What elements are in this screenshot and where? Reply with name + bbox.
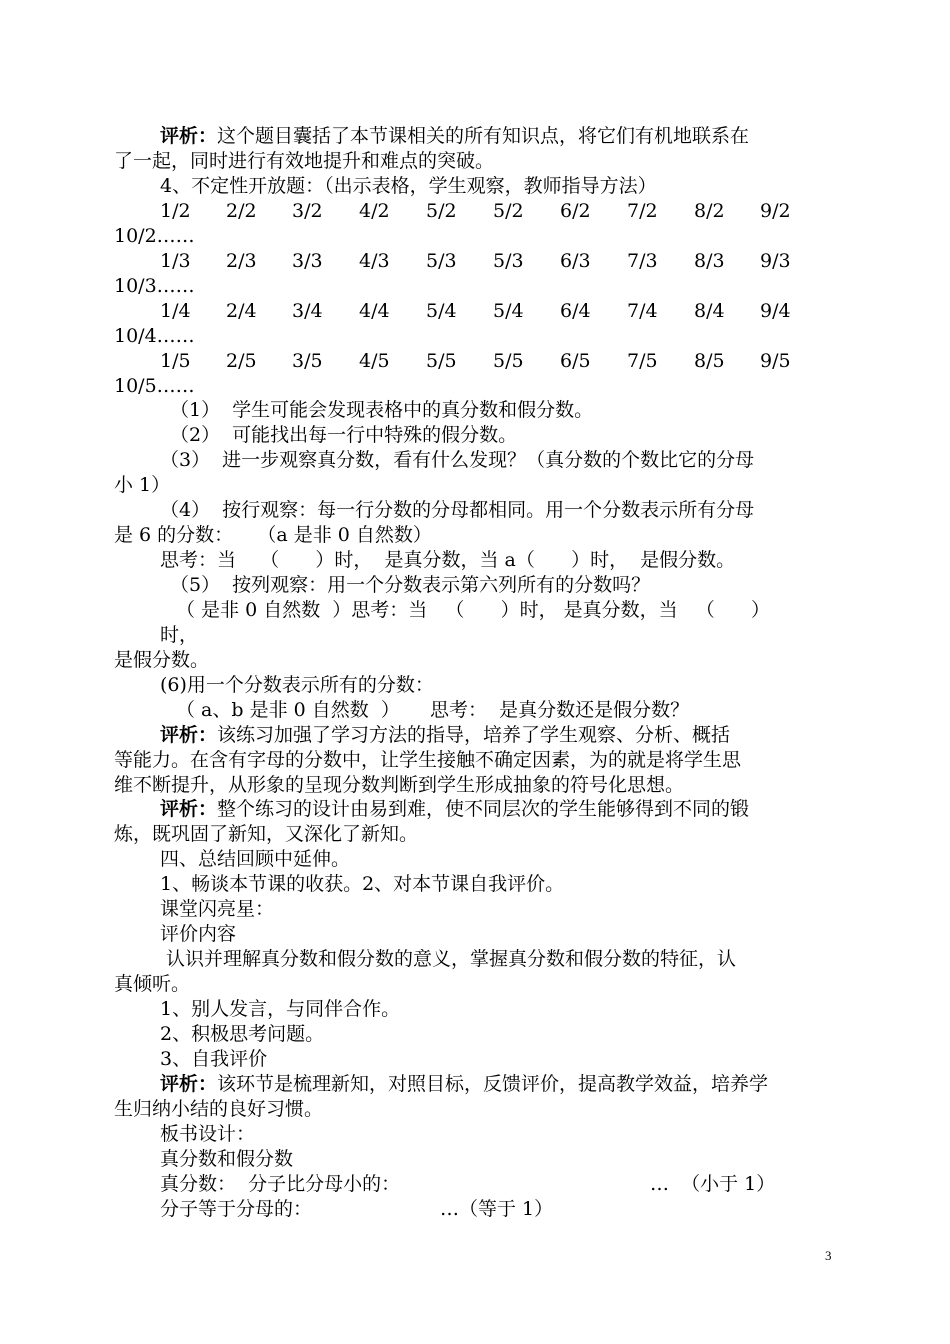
- fraction-row-tail: 10/4……: [114, 325, 195, 347]
- fraction-cell: 9/4: [760, 300, 791, 322]
- fraction-cell: 2/5: [226, 350, 257, 372]
- question-line: 思考：当 （ ）时， 是真分数，当 a（ ）时， 是假分数。: [160, 549, 736, 571]
- question-line: 是假分数。: [114, 649, 210, 671]
- fraction-cell: 5/3: [426, 250, 457, 272]
- comment-label: 评析：: [160, 724, 218, 746]
- fraction-row-tail: 10/2……: [114, 225, 195, 247]
- fraction-cell: 3/5: [292, 350, 323, 372]
- comment-label: 评析：: [160, 798, 218, 820]
- fraction-row-tail: 10/3……: [114, 275, 195, 297]
- board-line-note: …（等于 1）: [440, 1198, 554, 1220]
- list-item: 3、自我评价: [160, 1048, 268, 1070]
- fraction-cell: 4/3: [359, 250, 390, 272]
- section-heading: 四、总结回顾中延伸。: [160, 848, 351, 870]
- comment-text: 该练习加强了学习方法的指导，培养了学生观察、分析、概括: [217, 724, 731, 746]
- list-item: 1、别人发言，与同伴合作。: [160, 998, 401, 1020]
- fraction-cell: 8/4: [694, 300, 725, 322]
- fraction-cell: 1/3: [160, 250, 191, 272]
- board-line-note: … （小于 1）: [650, 1173, 776, 1195]
- question-line: （1） 学生可能会发现表格中的真分数和假分数。: [170, 399, 594, 421]
- question-line: （ a、b 是非 0 自然数 ） 思考： 是真分数还是假分数？: [176, 699, 690, 721]
- question-line: （4） 按行观察：每一行分数的分母都相同。用一个分数表示所有分母: [160, 499, 755, 521]
- fraction-cell: 4/2: [359, 200, 390, 222]
- fraction-row: [160, 199, 860, 223]
- board-line: 真分数： 分子比分母小的：: [160, 1173, 401, 1195]
- fraction-cell: 2/4: [226, 300, 257, 322]
- question-line: （2） 可能找出每一行中特殊的假分数。: [170, 424, 518, 446]
- fraction-cell: 7/3: [627, 250, 658, 272]
- fraction-cell: 9/2: [760, 200, 791, 222]
- question-line: 时，: [160, 624, 199, 646]
- paragraph-line: 评价内容: [160, 923, 237, 945]
- paragraph-line: 真倾听。: [114, 973, 191, 995]
- fraction-cell: 1/4: [160, 300, 191, 322]
- fraction-cell: 5/3: [493, 250, 524, 272]
- comment-label: 评析：: [160, 125, 218, 147]
- fraction-cell: 3/2: [292, 200, 323, 222]
- fraction-cell: 8/5: [694, 350, 725, 372]
- paragraph-line: [160, 1072, 768, 1096]
- question-line: 是 6 的分数： （a 是非 0 自然数）: [114, 524, 432, 546]
- question-line: (6)用一个分数表示所有的分数：: [160, 674, 434, 696]
- fraction-cell: 1/2: [160, 200, 191, 222]
- list-item: 2、积极思考问题。: [160, 1023, 325, 1045]
- paragraph-line: 了一起，同时进行有效地提升和难点的突破。: [114, 150, 495, 172]
- fraction-cell: 4/5: [359, 350, 390, 372]
- paragraph-line: [160, 797, 749, 821]
- paragraph-line: 生归纳小结的良好习惯。: [114, 1098, 324, 1120]
- paragraph-line: 课堂闪亮星：: [160, 898, 275, 920]
- paragraph-line: 维不断提升，从形象的呈现分数判断到学生形成抽象的符号化思想。: [114, 774, 685, 796]
- fraction-cell: 6/2: [560, 200, 591, 222]
- fraction-cell: 1/5: [160, 350, 191, 372]
- question-line: 小 1）: [114, 474, 171, 496]
- paragraph-line: 1、畅谈本节课的收获。2、对本节课自我评价。: [160, 873, 565, 895]
- paragraph-line: 认识并理解真分数和假分数的意义，掌握真分数和假分数的特征，认: [160, 948, 737, 970]
- fraction-cell: 5/5: [493, 350, 524, 372]
- fraction-cell: 6/3: [560, 250, 591, 272]
- question-line: （ 是非 0 自然数 ）思考：当 （ ）时， 是真分数，当 （ ）: [176, 599, 771, 621]
- fraction-cell: 6/5: [560, 350, 591, 372]
- fraction-cell: 4/4: [359, 300, 390, 322]
- fraction-cell: 7/5: [627, 350, 658, 372]
- fraction-row: [160, 299, 860, 323]
- fraction-cell: 2/2: [226, 200, 257, 222]
- paragraph-line: [160, 124, 749, 148]
- comment-text: 整个练习的设计由易到难，使不同层次的学生能够得到不同的锻: [217, 798, 750, 820]
- section-heading: 板书设计：: [160, 1123, 256, 1145]
- fraction-row: [160, 249, 860, 273]
- paragraph-line: [160, 723, 730, 747]
- question-line: （5） 按列观察：用一个分数表示第六列所有的分数吗？: [170, 574, 651, 596]
- fraction-cell: 5/2: [426, 200, 457, 222]
- paragraph-line: 炼，既巩固了新知，又深化了新知。: [114, 823, 419, 845]
- fraction-cell: 9/3: [760, 250, 791, 272]
- page-number: 3: [825, 1248, 832, 1263]
- fraction-cell: 9/5: [760, 350, 791, 372]
- fraction-cell: 8/3: [694, 250, 725, 272]
- fraction-cell: 5/5: [426, 350, 457, 372]
- comment-text: 这个题目囊括了本节课相关的所有知识点，将它们有机地联系在: [217, 125, 750, 147]
- fraction-cell: 5/4: [426, 300, 457, 322]
- fraction-cell: 5/4: [493, 300, 524, 322]
- board-title: 真分数和假分数: [160, 1148, 294, 1170]
- fraction-cell: 5/2: [493, 200, 524, 222]
- section-heading: 4、不定性开放题：（出示表格，学生观察，教师指导方法）: [160, 175, 657, 197]
- paragraph-line: 等能力。在含有字母的分数中，让学生接触不确定因素，为的就是将学生思: [114, 749, 742, 771]
- fraction-cell: 8/2: [694, 200, 725, 222]
- board-line: 分子等于分母的：: [160, 1198, 313, 1220]
- fraction-cell: 6/4: [560, 300, 591, 322]
- fraction-cell: 2/3: [226, 250, 257, 272]
- question-line: （3） 进一步观察真分数，看有什么发现？（真分数的个数比它的分母: [160, 449, 755, 471]
- fraction-row: [160, 349, 860, 373]
- fraction-cell: 3/3: [292, 250, 323, 272]
- comment-text: 该环节是梳理新知，对照目标，反馈评价，提高教学效益，培养学: [217, 1073, 769, 1095]
- fraction-cell: 3/4: [292, 300, 323, 322]
- fraction-row-tail: 10/5……: [114, 375, 195, 397]
- fraction-cell: 7/2: [627, 200, 658, 222]
- comment-label: 评析：: [160, 1073, 218, 1095]
- fraction-cell: 7/4: [627, 300, 658, 322]
